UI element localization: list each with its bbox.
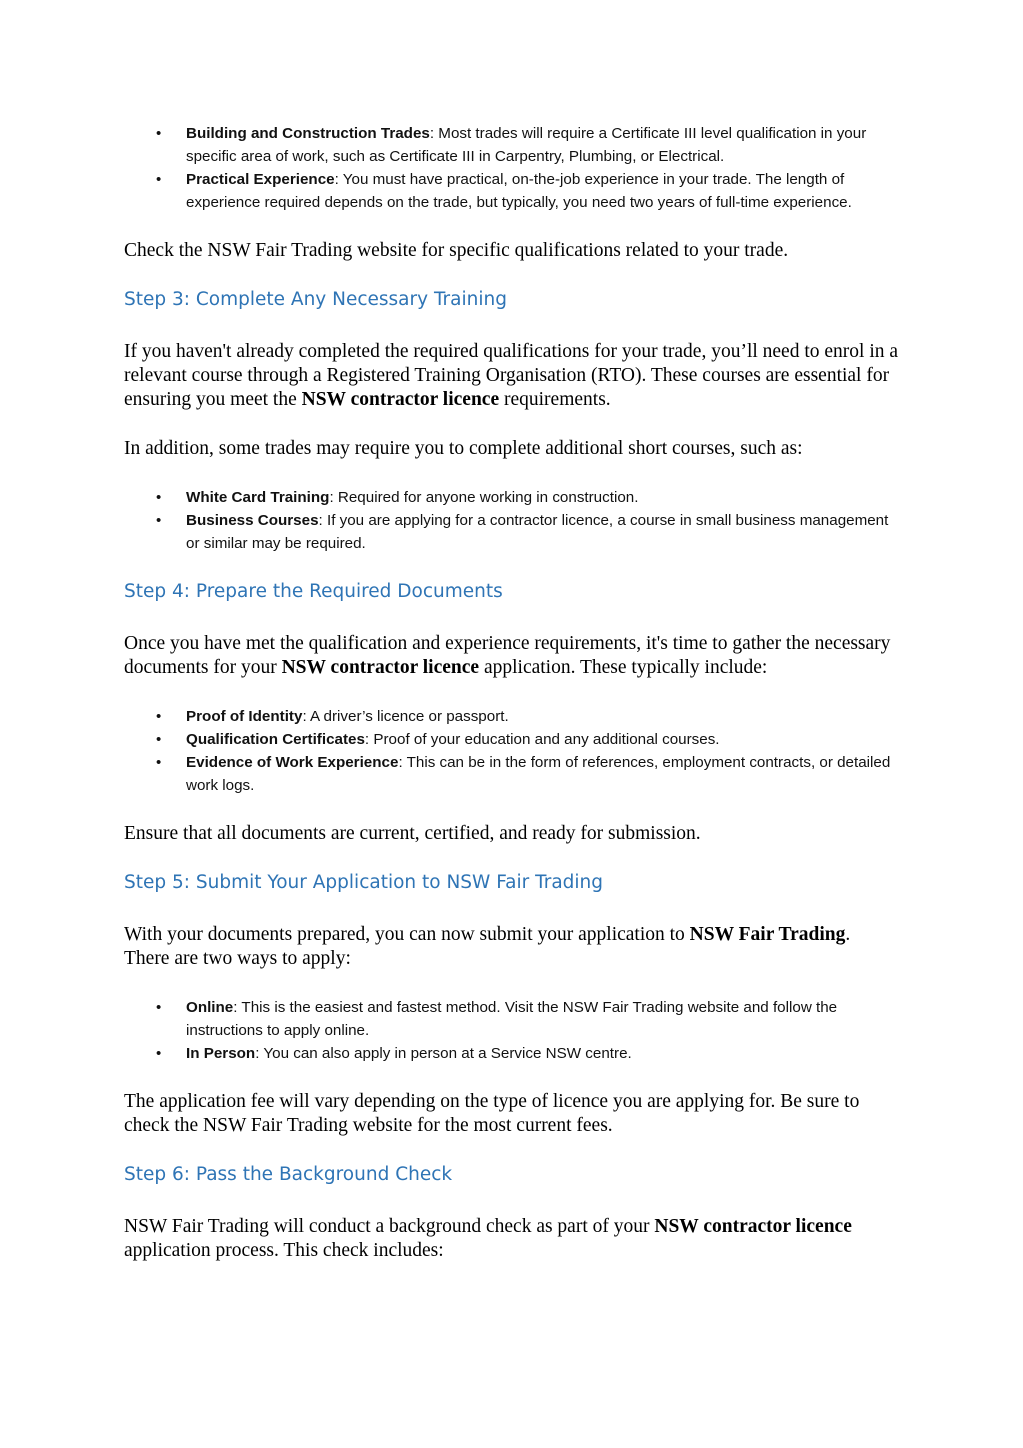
apply-methods-list bbox=[124, 996, 899, 1065]
short-courses-list bbox=[124, 486, 899, 555]
list-item-text: : Required for anyone working in construction. bbox=[329, 489, 639, 506]
list-item-text: : Proof of your education and any additional courses. bbox=[364, 731, 720, 748]
step-6-paragraph bbox=[124, 1215, 899, 1263]
list-item bbox=[124, 486, 899, 509]
list-item-title: Online bbox=[186, 999, 234, 1016]
list-item-text: : This is the easiest and fastest method. Visit the NSW Fair Trading website and follow the instructions to apply online. bbox=[186, 999, 838, 1039]
list-item-text: : You can also apply in person at a Service NSW centre. bbox=[255, 1045, 632, 1062]
list-item-text: : If you are applying for a contractor licence, a course in small business management or similar may be required. bbox=[186, 512, 889, 552]
paragraph-bold-text: NSW Fair Trading bbox=[689, 924, 846, 945]
check-website-paragraph: Check the NSW Fair Trading website for specific qualifications related to your trade. bbox=[124, 240, 789, 261]
list-item-text: : You must have practical, on-the-job experience in your trade. The length of experience required depends on the trade, but typically, you need two years of full-time experience. bbox=[186, 171, 852, 211]
paragraph-text: . There are two ways to apply: bbox=[124, 924, 851, 969]
step-6-heading: Step 6: Pass the Background Check bbox=[124, 1164, 453, 1185]
list-item bbox=[124, 509, 899, 555]
paragraph-bold-text: NSW contractor licence bbox=[281, 657, 480, 678]
list-item bbox=[124, 1042, 899, 1065]
list-item-title: Practical Experience bbox=[186, 171, 335, 188]
qualifications-list bbox=[124, 122, 899, 214]
list-item-title: Building and Construction Trades bbox=[186, 125, 430, 142]
list-item-title: Business Courses bbox=[186, 512, 319, 529]
paragraph-text: With your documents prepared, you can now submit your application to bbox=[124, 924, 690, 945]
paragraph-text: application. These typically include: bbox=[479, 657, 768, 678]
bullet-icon: • bbox=[156, 708, 162, 725]
step-4-paragraph bbox=[124, 632, 899, 680]
step-5-heading: Step 5: Submit Your Application to NSW Fair Trading bbox=[124, 872, 604, 893]
list-item bbox=[124, 996, 899, 1042]
bullet-icon: • bbox=[156, 731, 162, 748]
list-item bbox=[124, 728, 899, 751]
bullet-icon: • bbox=[156, 489, 162, 506]
bullet-icon: • bbox=[156, 171, 162, 188]
paragraph-text: requirements. bbox=[499, 389, 611, 410]
list-item-title: In Person bbox=[186, 1045, 256, 1062]
list-item bbox=[124, 751, 899, 797]
short-courses-paragraph: In addition, some trades may require you to complete additional short courses, such as: bbox=[124, 438, 803, 459]
document-content bbox=[124, 122, 899, 1263]
bullet-icon: • bbox=[156, 754, 162, 771]
bullet-icon: • bbox=[156, 999, 162, 1016]
list-item bbox=[124, 705, 899, 728]
application-fee-paragraph: The application fee will vary depending on the type of licence you are applying for. Be sure to check the NSW Fair Trading website for the most current fees. bbox=[124, 1091, 860, 1136]
step-5-paragraph bbox=[124, 923, 899, 971]
documents-ready-paragraph: Ensure that all documents are current, certified, and ready for submission. bbox=[124, 823, 701, 844]
list-item-text: : This can be in the form of references, employment contracts, or detailed work logs. bbox=[186, 754, 891, 794]
paragraph-bold-text: NSW contractor licence bbox=[654, 1216, 852, 1237]
step-3-heading: Step 3: Complete Any Necessary Training bbox=[124, 289, 507, 310]
paragraph-text: application process. This check includes: bbox=[124, 1240, 444, 1261]
list-item-title: Qualification Certificates bbox=[186, 731, 365, 748]
step-4-heading: Step 4: Prepare the Required Documents bbox=[124, 581, 503, 602]
list-item-text: : Most trades will require a Certificate III level qualification in your specific area of work, such as Certificate III in Carpentry, Plumbing, or Electrical. bbox=[186, 125, 867, 165]
list-item bbox=[124, 168, 899, 214]
bullet-icon: • bbox=[156, 1045, 162, 1062]
list-item bbox=[124, 122, 899, 168]
list-item-title: White Card Training bbox=[186, 489, 330, 506]
step-3-paragraph bbox=[124, 340, 899, 412]
paragraph-text: NSW Fair Trading will conduct a background check as part of your bbox=[124, 1216, 655, 1237]
paragraph-bold-text: NSW contractor licence bbox=[301, 389, 500, 410]
paragraph-text: If you haven't already completed the required qualifications for your trade, you’ll need to enrol in a relevant course through a Registered Training Organisation (RTO). These courses are essential for ensuring you meet the bbox=[124, 341, 899, 410]
list-item-title: Evidence of Work Experience bbox=[186, 754, 399, 771]
bullet-icon: • bbox=[156, 512, 162, 529]
list-item-text: : A driver’s licence or passport. bbox=[302, 708, 509, 725]
documents-list bbox=[124, 705, 899, 797]
paragraph-text: Once you have met the qualification and experience requirements, it's time to gather the necessary documents for your bbox=[124, 633, 891, 678]
bullet-icon: • bbox=[156, 125, 162, 142]
list-item-title: Proof of Identity bbox=[186, 708, 303, 725]
